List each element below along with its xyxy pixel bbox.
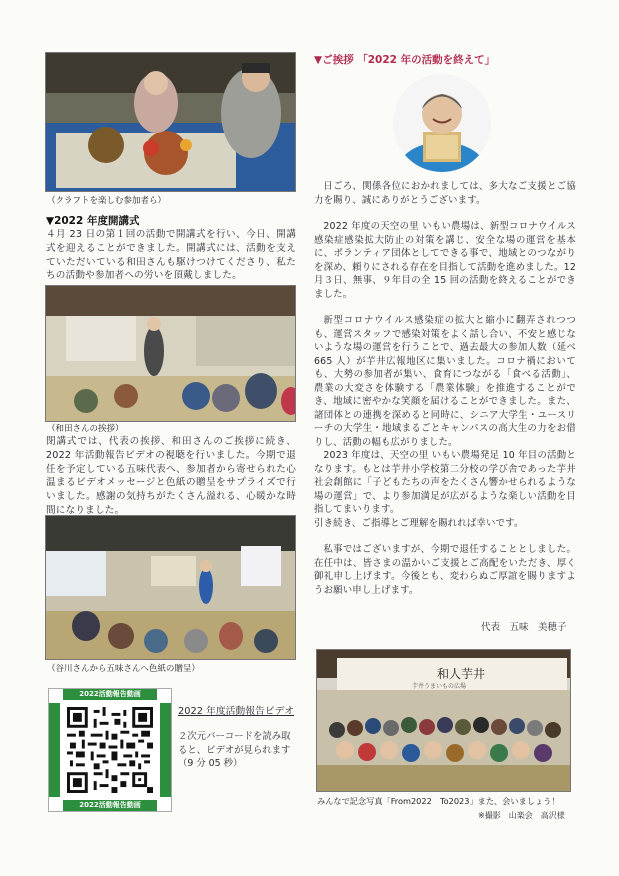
craft-scene-image [46, 53, 295, 191]
group-photo [316, 649, 571, 792]
signature: 代表 五味 美穂子 [481, 622, 567, 633]
group-scene-image [317, 650, 570, 791]
craft-caption: （クラフトを楽しむ参加者ら） [47, 196, 167, 206]
greeting-text-3: 新型コロナウイルス感染症の拡大と縮小に翻弄されつつも、運営スタッフで感染対策をよく話し合い、不安と感じないような場の運営を行うことで、過去最大の参加人数（延べ 665 人）が芋井広報地区に集いました。コロナ禍においても、大勢の参加者が集い、食育につながる「食べる活動」、農業の大変さを体験する「農業体験」を推進することができ、地域に密やかな笑顔を届けることができました。また、諸団体との連携を深めると同時に、シニア大学生・ユースリーチの大学生・地域まるごとキャンパスの高大生の力をお借りし、活動の幅も広がりました。 [314, 315, 576, 448]
qr-code-icon [67, 707, 153, 793]
video-title: 2022 年度活動報告ビデオ [178, 706, 295, 717]
video-description: ２次元バーコードを読み取ると、ビデオが見られます（9 分 05 秒） [178, 731, 291, 769]
tanigawa-photo [45, 515, 296, 660]
qr-strip-top: 2022活動報告動画 [63, 689, 157, 700]
group-sign-text: 芋井うまいもの広場 [412, 683, 467, 690]
greeting-heading: ▼ご挨拶 「2022 年の活動を終えて」 [314, 54, 496, 66]
opening-text-2: 閉講式では、代表の挨拶、和田さんのご挨拶に続き、2022 年活動報告ビデオの視聴を行いました。今期で退任を予定している五味代表へ、参加者から寄せられた心温まるビデオメッセージと色紙の贈呈をサプライズで行いました。感謝の気持ちがたくさん溢れる、心暖かな時間になりました。 [46, 436, 296, 516]
greeting-text-1: 日ごろ、関係各位におかれましては、多大なご支援とご協力を賜り、誠にありがとうございます。 [314, 181, 576, 206]
opening-paragraph-1 [46, 228, 296, 283]
craft-photo [45, 52, 296, 192]
tanigawa-scene-image [46, 516, 295, 659]
qr-strip-right [160, 703, 171, 797]
representative-portrait [393, 74, 491, 172]
wada-scene-image [46, 286, 295, 421]
wada-photo [45, 285, 296, 422]
qr-code-block[interactable] [48, 688, 172, 812]
qr-strip-bottom: 2022活動報告動画 [63, 800, 157, 811]
group-banner-text: 和人芋井 [437, 667, 486, 681]
greeting-text-6: 私事ではございますが、今期で退任することとしました。在任中は、皆さまの温かいご支援とご高配をいただき、厚く御礼申し上げます。今後とも、変わらぬご厚誼を賜りますようお願い申し上げます。 [314, 544, 576, 596]
greeting-text-5: 引き続き、ご指導とご理解を賜れれば幸いです。 [314, 517, 524, 529]
opening-paragraph-2 [46, 435, 296, 518]
wada-caption: （和田さんの挨拶） [47, 424, 124, 434]
portrait-image [393, 74, 491, 172]
opening-text-1: ４月 23 日の第１回の活動で開講式を行い、今日、開講式を迎えることができました。開講式には、活動を支えていただいている和田さんも駆けつけてくださり、私たちの活動や参加者への労いを頂戴しました。 [46, 229, 296, 282]
greeting-text-2: 2022 年度の天空の里 いもい農場は、新型コロナウイルス感染症感染拡大防止の対策を講じ、安全な場の運営を基本に、ボランティア団体としてできる事で、地域とのつながりを深め、頼りにされる存在を目指して活動を進めました。12 月３日、無事、９年目の全 15 回の活動を終えることができました。 [314, 221, 576, 300]
tanigawa-caption: （谷川さんから五味さんへ色紙の贈呈） [47, 664, 200, 674]
qr-strip-left [49, 703, 60, 797]
greeting-body [314, 180, 576, 597]
opening-heading: ▼2022 年度開講式 [46, 215, 140, 227]
group-caption: みんなで記念写真「From2022 To2023」また、会いましょう！ [317, 796, 560, 806]
greeting-text-4: 2023 年度は、天空の里 いもい農場発足 10 年目の活動となります。もとは芋井小学校第二分校の学び舎であった芋井社会創館に「子どもたちの声をたくさん響かせられるような場の運営」で、より参加満足が広がるような楽しい活動を目指してまいります。 [314, 450, 576, 515]
photo-credit: ※撮影 山楽会 高沢様 [478, 811, 565, 820]
